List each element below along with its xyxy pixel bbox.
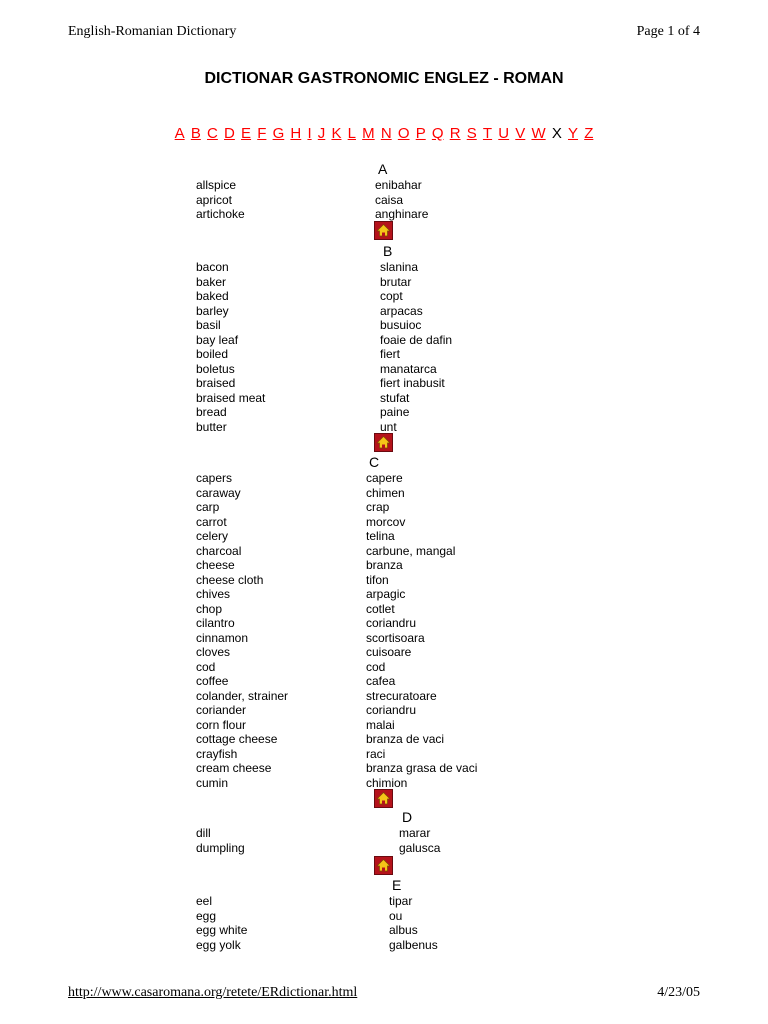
entry-english: carrot [196, 514, 227, 529]
page-header-title: English-Romanian Dictionary [68, 24, 237, 39]
entry-english: allspice [196, 178, 237, 192]
entry-english: capers [196, 471, 233, 485]
back-to-top-home-icon[interactable] [374, 221, 393, 240]
entry-romanian: scortisoara [366, 630, 425, 645]
entry-romanian: ou [389, 908, 403, 923]
alphabet-link-z[interactable]: Z [584, 125, 594, 142]
entry-romanian: cod [366, 659, 386, 674]
entry-english: cod [196, 659, 216, 674]
alphabet-index [0, 125, 768, 142]
entry-romanian: anghinare [375, 207, 429, 221]
footer-date: 4/23/05 [657, 985, 700, 1000]
alphabet-link-t[interactable]: T [482, 125, 493, 142]
entry-english: corn flour [196, 717, 247, 732]
alphabet-link-a[interactable]: A [174, 125, 185, 142]
entry-romanian: brutar [380, 274, 412, 289]
entry-english: basil [196, 318, 221, 332]
entry-romanian: galbenus [389, 937, 438, 952]
entry-romanian: cotlet [366, 601, 395, 616]
entry-english: coriander [196, 703, 247, 717]
entry-english: cream cheese [196, 761, 272, 775]
entry-english: baker [196, 274, 227, 289]
alphabet-link-j[interactable]: J [317, 125, 326, 142]
alphabet-link-l[interactable]: L [347, 125, 356, 142]
entry-english: cheese cloth [196, 572, 264, 587]
entry-romanian: raci [366, 746, 386, 761]
entry-english: crayfish [196, 746, 238, 761]
alphabet-link-i[interactable]: I [307, 125, 312, 142]
section-heading: E [392, 877, 402, 893]
entry-english: dill [196, 826, 211, 840]
entry-english: egg yolk [196, 937, 241, 952]
entry-english: charcoal [196, 543, 242, 558]
entry-romanian: cuisoare [366, 645, 412, 659]
entry-romanian: stufat [380, 390, 410, 405]
document-title: DICTIONAR GASTRONOMIC ENGLEZ - ROMAN [204, 70, 564, 87]
alphabet-link-q[interactable]: Q [431, 125, 444, 142]
entry-romanian: branza [366, 558, 403, 572]
entry-romanian: marar [399, 826, 431, 840]
entry-english: egg [196, 908, 217, 923]
alphabet-link-y[interactable]: Y [568, 125, 579, 142]
entry-romanian: telina [366, 529, 395, 543]
entry-english: bay leaf [196, 332, 239, 347]
entry-romanian: crap [366, 500, 390, 514]
entry-romanian: branza grasa de vaci [366, 761, 478, 775]
alphabet-link-o[interactable]: O [397, 125, 410, 142]
entry-english: barley [196, 303, 229, 318]
alphabet-link-c[interactable]: C [207, 125, 218, 142]
entry-romanian: manatarca [380, 361, 437, 376]
entry-english: chop [196, 601, 223, 616]
entry-english: coffee [196, 674, 229, 688]
entry-english: butter [196, 419, 227, 434]
entry-romanian: copt [380, 289, 403, 303]
alphabet-link-d[interactable]: D [224, 125, 235, 142]
back-to-top-home-icon[interactable] [374, 856, 393, 875]
entry-english: carp [196, 500, 220, 514]
alphabet-link-b[interactable]: B [190, 125, 201, 142]
alphabet-link-s[interactable]: S [466, 125, 477, 142]
entry-english: cilantro [196, 616, 235, 630]
section-heading: D [402, 809, 413, 825]
alphabet-link-n[interactable]: N [380, 125, 392, 142]
entry-romanian: chimion [366, 775, 408, 790]
entry-english: dumpling [196, 840, 245, 855]
entry-romanian: foaie de dafin [380, 332, 453, 347]
entry-romanian: fiert [380, 347, 401, 361]
entry-english: bacon [196, 260, 229, 274]
entry-english: cumin [196, 775, 229, 790]
entry-english: boiled [196, 347, 229, 361]
entry-romanian: coriandru [366, 703, 417, 717]
alphabet-link-w[interactable]: W [531, 125, 546, 142]
entry-romanian: galusca [399, 840, 441, 855]
entry-romanian: busuioc [380, 318, 422, 332]
entry-english: eel [196, 894, 213, 908]
entry-romanian: arpacas [380, 303, 423, 318]
entry-romanian: tipar [389, 894, 413, 908]
section-heading: A [378, 161, 388, 177]
entry-romanian: carbune, mangal [366, 543, 456, 558]
alphabet-link-u[interactable]: U [498, 125, 510, 142]
alphabet-link-h[interactable]: H [290, 125, 302, 142]
page-number: Page 1 of 4 [636, 24, 700, 39]
alphabet-link-v[interactable]: V [515, 125, 526, 142]
entry-romanian: cafea [366, 674, 396, 688]
entry-romanian: enibahar [375, 178, 422, 192]
alphabet-link-e[interactable]: E [241, 125, 252, 142]
back-to-top-home-icon[interactable] [374, 789, 393, 808]
entry-english: braised meat [196, 390, 266, 405]
entry-romanian: slanina [380, 260, 419, 274]
entry-english: cloves [196, 645, 231, 659]
entry-english: artichoke [196, 207, 245, 221]
entry-romanian: coriandru [366, 616, 417, 630]
entry-english: braised [196, 376, 236, 390]
entry-romanian: caisa [375, 192, 404, 207]
section-heading: C [369, 454, 380, 470]
entry-english: chives [196, 587, 231, 601]
entry-english: apricot [196, 192, 233, 207]
entry-romanian: tifon [366, 572, 389, 587]
entry-english: cheese [196, 558, 235, 572]
entry-romanian: paine [380, 405, 410, 419]
entry-romanian: strecuratoare [366, 688, 437, 703]
entry-english: baked [196, 289, 229, 303]
entry-english: bread [196, 405, 227, 419]
entry-english: celery [196, 529, 229, 543]
section-heading: B [383, 243, 393, 259]
entry-english: caraway [196, 485, 241, 500]
entry-english: cottage cheese [196, 732, 278, 746]
alphabet-link-r[interactable]: R [449, 125, 461, 142]
entry-english: boletus [196, 361, 235, 376]
entry-romanian: morcov [366, 514, 406, 529]
alphabet-link-p[interactable]: P [415, 125, 426, 142]
entry-english: egg white [196, 923, 248, 937]
alphabet-current-x: X [551, 125, 562, 142]
entry-english: cinnamon [196, 630, 249, 645]
alphabet-link-g[interactable]: G [272, 125, 285, 142]
entry-romanian: albus [389, 923, 418, 937]
entry-english: colander, strainer [196, 688, 289, 703]
footer-url-link[interactable]: http://www.casaromana.org/retete/ERdictionar.html [68, 985, 358, 1000]
entry-romanian: fiert inabusit [380, 376, 445, 390]
alphabet-link-m[interactable]: M [362, 125, 375, 142]
entry-romanian: malai [366, 717, 395, 732]
entry-romanian: unt [380, 419, 397, 434]
entry-romanian: branza de vaci [366, 732, 445, 746]
alphabet-link-f[interactable]: F [257, 125, 267, 142]
entry-romanian: capere [366, 471, 403, 485]
entry-romanian: chimen [366, 485, 405, 500]
entry-romanian: arpagic [366, 587, 406, 601]
back-to-top-home-icon[interactable] [374, 433, 393, 452]
alphabet-link-k[interactable]: K [331, 125, 342, 142]
